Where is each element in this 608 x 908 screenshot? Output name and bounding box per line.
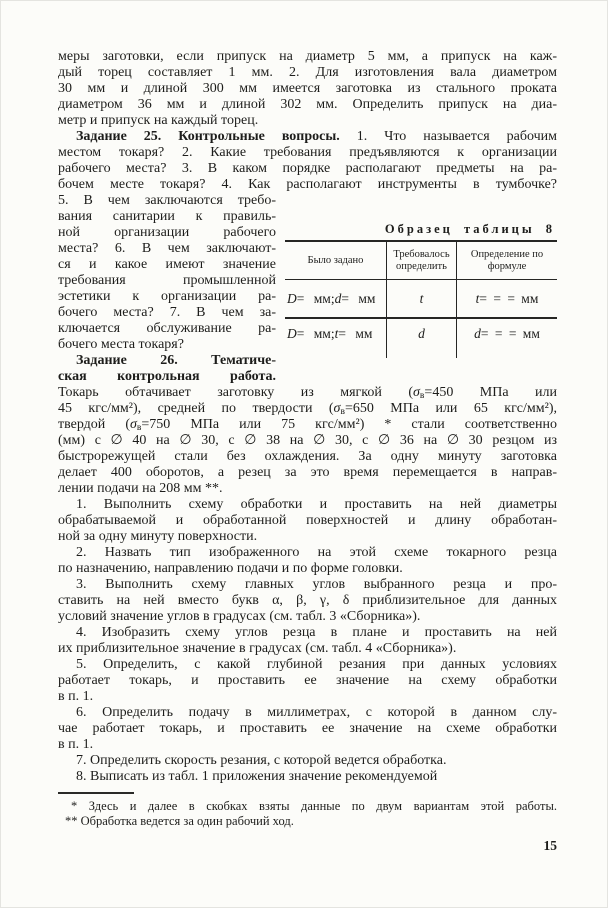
text-line — [58, 353, 276, 369]
text-line: эстетики к организации ра- — [58, 289, 276, 304]
text-line: * Здесь и далее в скобках взяты данные по двум вариантам этой работы. — [71, 799, 557, 813]
text-segment: D — [287, 290, 297, 306]
text-line: 5. Определить, с какой глубиной резания при данных условиях — [76, 657, 557, 672]
text-segment: ская контрольная работа. — [58, 369, 276, 384]
text-segment: d — [334, 290, 342, 306]
text-segment: t — [475, 290, 480, 306]
table-header-cell: Требовалось определить — [386, 242, 456, 280]
text-segment: σ — [413, 385, 420, 400]
sample-table-block — [285, 222, 557, 358]
table-header-cell: Было задано — [285, 242, 386, 280]
text-line: чае работает токарь, и проставить ее значение на схеме обработки — [58, 721, 557, 736]
text-segment: σ — [129, 417, 137, 432]
text-line: 30 мм и длиной 300 мм имеется заготовка из стального проката — [58, 81, 557, 96]
text-line: требования промышленной — [58, 273, 276, 288]
footnotes-block — [58, 799, 555, 829]
text-segment: d — [418, 326, 425, 341]
page-number: 15 — [543, 838, 557, 853]
text-line: лении подачи на 208 мм **. — [58, 481, 223, 496]
text-line: в п. 1. — [58, 689, 94, 704]
footnote-divider — [58, 792, 134, 794]
text-line: бочего места? 7. В чем за- — [58, 305, 276, 320]
table-rule-extension — [285, 349, 386, 358]
sample-table — [285, 240, 557, 358]
text-line: 1. Выполнить схему обработки и проставить на ней диаметры — [76, 497, 557, 512]
text-segment: в — [340, 407, 345, 417]
text-line: 3. Выполнить схему главных углов выбранного резца и про- — [76, 577, 557, 592]
table-cell — [386, 280, 456, 319]
table-cell: D = мм; t = мм — [287, 326, 373, 341]
text-line: метр и припуск на каждый торец. — [58, 113, 259, 128]
table-cell: t = = = мм — [456, 280, 557, 319]
text-line: обрабатываемой и обработанной поверхностей и длину обработан- — [58, 513, 557, 528]
text-segment: σ — [333, 401, 341, 416]
text-line: твердой ($\sigma_в=750$ МПа или 75 кгс/мм²) * стали соответственно — [58, 417, 558, 433]
text-line: 4. Изобразить схему углов резца в плане и проставить на ней — [76, 625, 557, 640]
text-line: бочего места токаря? — [58, 337, 184, 352]
text-line: работает токарь, и проставить ее значение на схему обработки — [58, 673, 557, 688]
text-line: делает 400 оборотов, а резец за это время перемещается в направ- — [58, 465, 557, 480]
text-line: бочем месте токаря? 4. Как располагают инструменты в тумбочке? — [58, 177, 557, 192]
text-segment: в — [419, 391, 425, 401]
text-line: 5. В чем заключаются требо- — [58, 193, 276, 208]
text-line: ставить на ней вместо букв α, β, γ, δ приблизительное для данных — [58, 593, 557, 608]
text-line: меры заготовки, если припуск на диаметр 5 мм, а припуск на каж- — [58, 49, 557, 64]
text-flow — [58, 49, 558, 785]
text-line: (мм) с ∅ 40 на ∅ 30, с ∅ 38 на ∅ 30, с ∅ 36 на ∅ 30 резцом из — [58, 433, 557, 448]
text-segment: d — [474, 326, 481, 341]
table-header-cell: Определение по формуле — [456, 242, 557, 280]
text-line: вания санитарии к правиль- — [58, 209, 276, 224]
text-segment: D — [287, 326, 297, 341]
text-line: диаметром 36 мм и длиной 302 мм. Определить припуск на диа- — [58, 97, 557, 112]
table-cell — [386, 319, 456, 349]
text-line: ** Обработка ведется за один рабочий ход. — [65, 814, 294, 828]
text-line: Токарь обтачивает заготовку из мягкой ($\sigma_в=450$ МПа или — [58, 385, 557, 401]
table-rule-extension — [456, 349, 557, 358]
table-rule-extension — [386, 349, 456, 358]
text-line: в п. 1. — [58, 737, 94, 752]
text-line: быстрорежущей стали без охлаждения. За одну минуту заготовка — [58, 449, 557, 464]
text-line: 7. Определить скорость резания, с которой ведется обработка. — [76, 753, 447, 768]
text-line: 8. Выписать из табл. 1 приложения значение рекомендуемой — [76, 769, 438, 784]
text-line: рабочего места? 3. В каком порядке располагают предметы на ра- — [58, 161, 557, 176]
text-line: 2. Назвать тип изображенного на этой схеме токарного резца — [76, 545, 557, 560]
text-line: условий значение углов в градусах (см. табл. 3 «Сборника»). — [58, 609, 421, 624]
text-segment: Задание 26. Тематиче- — [76, 353, 276, 368]
text-line: места? 6. В чем заключают- — [58, 241, 276, 256]
text-line: ся и какое имеют значение — [58, 257, 276, 272]
text-segment: Задание 25. Контрольные вопросы. — [76, 129, 340, 144]
text-line: ключается обслуживание ра- — [58, 321, 276, 336]
text-line: дый торец составляет 1 мм. 2. Для изготовления вала диаметром — [58, 65, 557, 80]
text-line: 45 кгс/мм²), средней по твердости ($\sigma_в=650$ МПа или 65 кгс/мм²), — [58, 401, 557, 417]
table-cell: D = мм; d = мм — [285, 280, 386, 319]
table-caption: Образец таблицы 8 — [384, 222, 555, 236]
text-segment: t — [419, 290, 424, 306]
table-cell: d = = = мм — [456, 319, 557, 349]
text-line: 6. Определить подачу в миллиметрах, с которой в данном слу- — [76, 705, 557, 720]
text-segment: t — [334, 326, 339, 341]
text-line: ной организации рабочего — [58, 225, 276, 240]
text-line: по назначению, направлению подачи и по форме головки. — [58, 561, 403, 576]
text-line: ной за одну минуту поверхности. — [58, 529, 258, 544]
text-segment: в — [136, 423, 142, 433]
text-line: местом токаря? 2. Какие требования предъявляются к организации — [58, 145, 557, 160]
text-line: их приблизительное значение в градусах (см. табл. 4 «Сборника»). — [58, 641, 457, 656]
text-line: Задание 25. Контрольные вопросы. 1. Что называется рабочим — [76, 129, 557, 144]
text-line — [58, 369, 276, 385]
